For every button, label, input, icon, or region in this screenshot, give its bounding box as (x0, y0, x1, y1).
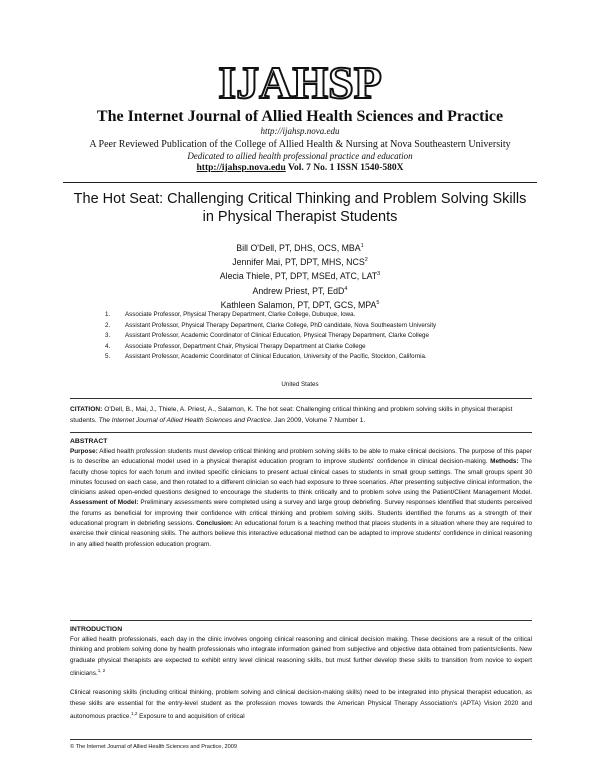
affiliation-item: 1. Associate Professor, Physical Therapy Department, Clarke College, Dubuque, Iowa. (105, 311, 356, 318)
journal-logo: IJAHSP (218, 57, 382, 108)
issue-link[interactable]: http://ijahsp.nova.edu (196, 163, 286, 173)
footer-divider (70, 739, 532, 740)
author: Alecia Thiele, PT, DPT, MSEd, ATC, LAT$^3$ (219, 271, 381, 282)
affiliation-item: 5. Assistant Professor, Academic Coordinator of Clinical Education, University of the Pacific, Stockton, California. (105, 353, 427, 360)
affiliation-item: 3. Assistant Professor, Academic Coordinator of Clinical Education, Physical Therapy Department, Clarke College (105, 332, 429, 339)
introduction-paragraph: Clinical reasoning skills (including critical thinking, problem solving and clinical decision-making skills) need to be integrated into physical therapist education, as these skills are essential for the entry-level student as the profession moves towards the American Physical Therapy Association's (APTA) Vision 2020 and autonomous practice.$^{1,2}$ Exposure to and acquisition of critical (70, 689, 532, 721)
author: Kathleen Salamon, PT, DPT, GCS, MPA$^5$ (220, 299, 380, 310)
introduction-heading: INTRODUCTION (70, 626, 123, 633)
journal-name: The Internet Journal of Allied Health Sciences and Practice (96, 108, 504, 125)
affiliation-list (105, 310, 545, 363)
author-list (0, 240, 600, 311)
introduction-section (70, 624, 532, 731)
introduction-divider (70, 620, 532, 621)
affiliation-item: 2. Assistant Professor, Physical Therapy Department, Clarke College, PhD candidate, Nova Southeastern University (105, 321, 437, 329)
author: Jennifer Mai, PT, DPT, MHS, NCS$^2$ (232, 257, 368, 268)
citation-journal: The Internet Journal of Allied Health Sciences and Practice (98, 417, 271, 424)
abstract-divider (70, 432, 532, 433)
dedication-line: Dedicated to allied health professional practice and education (187, 151, 413, 161)
header-divider (63, 182, 537, 183)
publisher-line: A Peer Reviewed Publication of the College of Allied Health & Nursing at Nova Southeastern University (89, 139, 511, 150)
copyright-footer: © The Internet Journal of Allied Health Sciences and Practice, 2009 (70, 744, 237, 750)
citation-label: CITATION: (70, 406, 103, 413)
article-title: The Hot Seat: Challenging Critical Thinking and Problem Solving Skills in Physical Therapist Students (73, 191, 527, 225)
journal-masthead (0, 57, 600, 174)
abstract-heading: ABSTRACT (70, 438, 108, 445)
citation-block: CITATION: O'Dell, B., Mai, J., Thiele, A. Priest, A., Salamon, K. The hot seat: Challenging critical thinking and problem solving skills in physical therapist students. The Internet Journal of Allied Health Sciences and Practice. Jan 2009, Volume 7 Number 1. (70, 406, 513, 424)
journal-url[interactable]: http://ijahsp.nova.edu (260, 126, 340, 136)
author: Bill O'Dell, PT, DHS, OCS, MBA$^1$ (236, 242, 364, 253)
citation-top-divider (70, 398, 532, 399)
abstract-body: Purpose: Allied health profession students must develop critical thinking and problem solving skills to be able to make clinical decisions. The purpose of this paper is to describe an educational model used in a physical therapist education program to improve students' confidence in clinical decision-making. Methods: The faculty chose topics for each forum and invited specific clinicians to present actual clinical cases to students in small group settings. The small groups spent 30 minutes focused on each case, and then rotated to a different clinician so each had exposure to three scenarios. After presenting subjective clinical information, the clinicians asked open-ended questions designed to encourage the students to think critically and to problem solve using the Patient/Client Management Model. Assessment of Model: Preliminary assessments were completed using a survey and large group debriefing. Survey responses identified that students perceived the forums as beneficial for improving their confidence with critical thinking and problem solving skills. Students identified the forums as a strength of their educational program in debriefing sessions. Conclusion: An educational forum is a teaching method that places students in a situation where they are required to exercise their clinical reasoning skills. The authors believe this interactive educational method can be adapted to improve students' confidence in clinical reasoning in any allied health profession education program. (70, 448, 532, 548)
issue-info: Vol. 7 No. 1 ISSN 1540-580X (285, 163, 404, 173)
issue-line (0, 162, 600, 174)
affiliation-item: 4. Associate Professor, Department Chair, Physical Therapy Department at Clarke College (105, 342, 366, 350)
abstract-section (70, 436, 532, 550)
country: United States (281, 381, 319, 388)
author: Andrew Priest, PT, EdD$^4$ (252, 285, 348, 296)
introduction-paragraph: For allied health professionals, each day in the clinic involves ongoing clinical reasoning and clinical decision making. These decisions are a result of the critical thinking and problem solving done by health professionals who integrate information gained from subjective and objective data obtained from patients/clients. New graduate physical therapists are expected to exhibit entry level clinical reasoning skills, but must further develop these skills to transition from novice to expert clinicians.$^{1, 2}$ (70, 636, 532, 678)
